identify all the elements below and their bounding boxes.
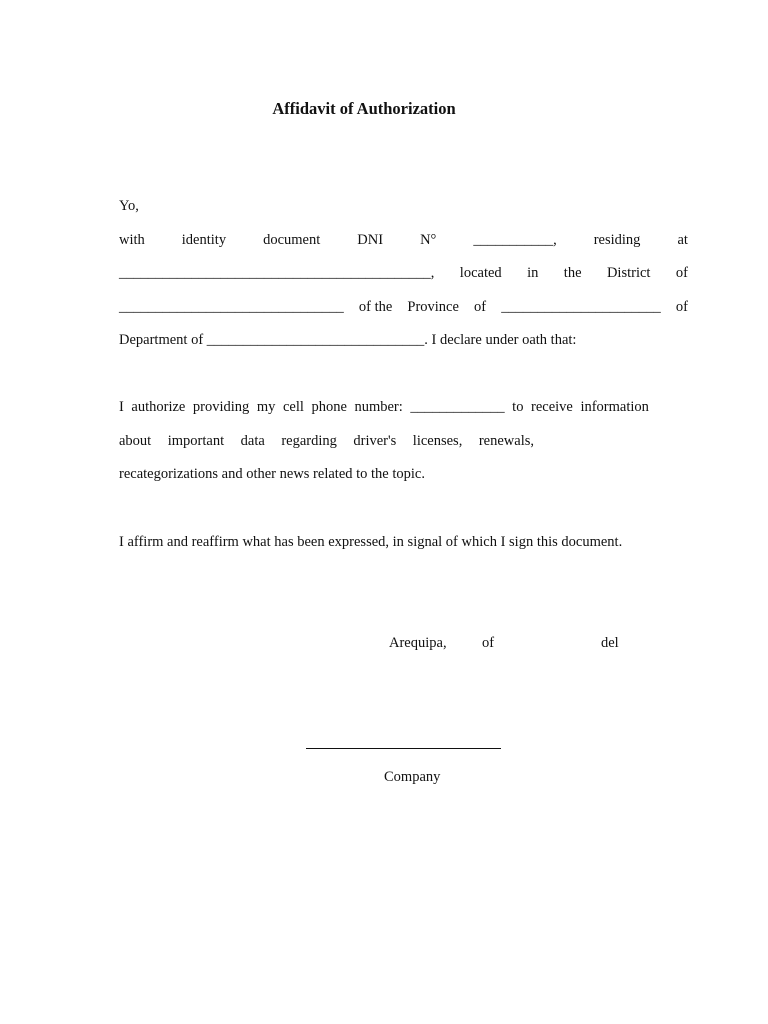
paragraph-3: I affirm and reaffirm what has been expressed, in signal of which I sign this document. [119, 534, 623, 550]
place-del: del [601, 635, 619, 651]
paragraph-1-line-1 [119, 230, 688, 250]
word: receive [531, 399, 573, 415]
paragraph-1-line-2 [119, 263, 688, 283]
word: Province [407, 299, 459, 315]
word: renewals, [478, 433, 534, 449]
word: providing [192, 399, 250, 415]
word: data [240, 433, 265, 449]
word: of [675, 265, 688, 281]
word: licenses, [412, 433, 463, 449]
word: of [675, 299, 688, 315]
word: to [512, 399, 524, 415]
word: authorize [131, 399, 186, 415]
word: located [459, 265, 502, 281]
signature-label: Company [384, 769, 441, 785]
address-blank: ___________________________________________, [119, 265, 435, 281]
paragraph-1-line-3 [119, 297, 688, 317]
district-blank: _______________________________ [119, 299, 344, 315]
word: information [580, 399, 649, 415]
word: at [677, 232, 688, 248]
greeting: Yo, [119, 198, 139, 214]
place-city: Arequipa, [389, 635, 447, 651]
word: driver's [353, 433, 397, 449]
paragraph-2-line-2 [119, 431, 534, 451]
province-blank: ______________________ [501, 299, 661, 315]
word: of [474, 299, 487, 315]
word: I [119, 399, 124, 415]
word: my [256, 399, 276, 415]
word: with [119, 232, 145, 248]
word: number: [354, 399, 403, 415]
word: District [606, 265, 651, 281]
document-title: Affidavit of Authorization [272, 99, 456, 118]
signature-line [306, 748, 501, 749]
word: important [167, 433, 225, 449]
word: cell [282, 399, 304, 415]
paragraph-2-line-1 [119, 397, 649, 417]
phone-blank: _____________ [410, 399, 505, 415]
place-of: of [482, 635, 495, 651]
word: of the [358, 299, 393, 315]
word: N° [420, 232, 437, 248]
paragraph-1-line-4: Department of ______________________________. I declare under oath that: [119, 332, 577, 348]
dni-blank: ___________, [473, 232, 557, 248]
word: phone [311, 399, 347, 415]
word: residing [593, 232, 641, 248]
word: about [119, 433, 152, 449]
word: identity [181, 232, 227, 248]
word: the [563, 265, 582, 281]
word: DNI [357, 232, 384, 248]
paragraph-2-line-3: recategorizations and other news related to the topic. [119, 466, 425, 482]
word: document [263, 232, 321, 248]
word: in [527, 265, 539, 281]
word: regarding [281, 433, 337, 449]
